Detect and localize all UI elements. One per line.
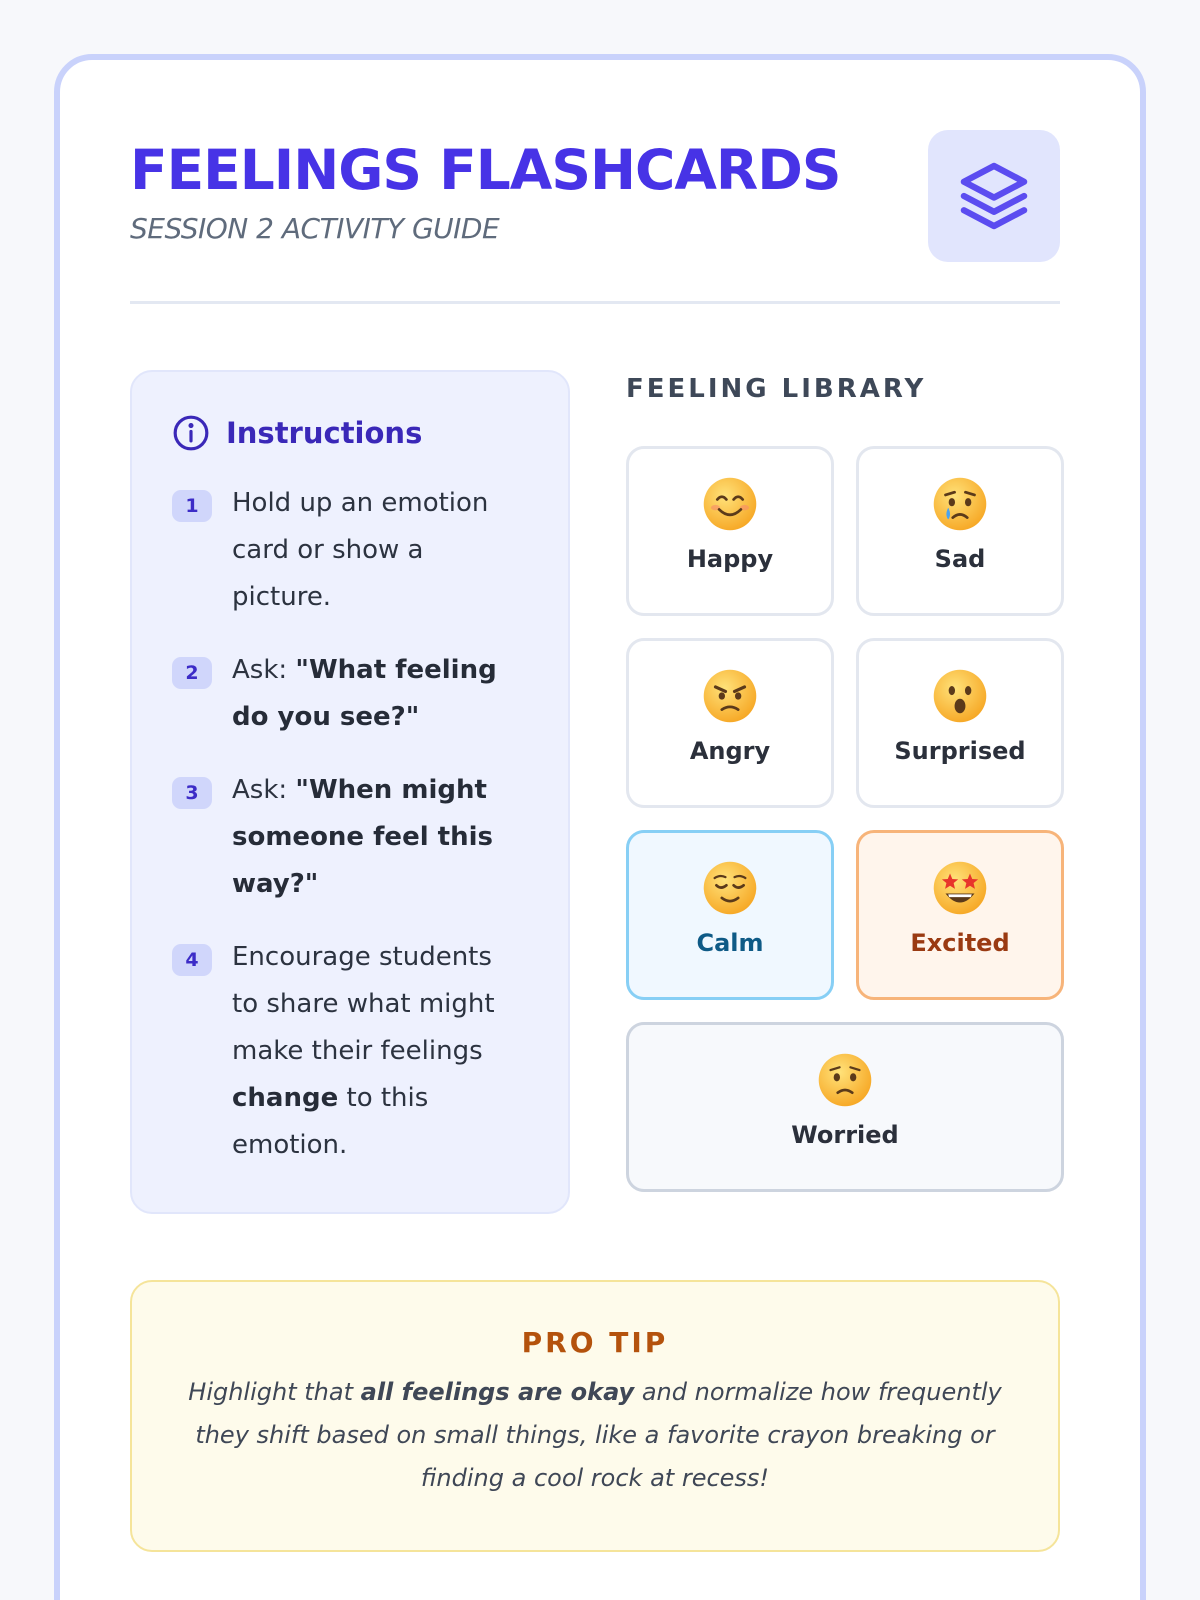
feeling-card-worried[interactable]	[626, 1022, 1064, 1192]
page-subtitle: SESSION 2 ACTIVITY GUIDE	[130, 212, 500, 245]
step-text	[232, 767, 507, 908]
step-text-question: "When might someone feel this way?"	[232, 775, 493, 899]
relieved-face-icon	[701, 859, 759, 917]
instruction-step-3	[172, 767, 507, 908]
feeling-card-sad[interactable]	[856, 446, 1064, 616]
pro-tip-heading: PRO TIP	[521, 1326, 669, 1359]
feeling-card-calm[interactable]	[626, 830, 834, 1000]
step-text	[232, 934, 507, 1169]
instructions-panel	[130, 370, 570, 1214]
step-text-emphasis: change	[232, 1083, 339, 1113]
feeling-label: Calm	[696, 929, 764, 957]
step-number: 1	[172, 490, 212, 522]
instruction-step-1	[172, 480, 507, 621]
step-number: 4	[172, 944, 212, 976]
step-text-pre: Encourage students to share what might make their feelings	[232, 942, 495, 1066]
feeling-card-excited[interactable]	[856, 830, 1064, 1000]
smiling-face-icon	[701, 475, 759, 533]
feeling-label: Angry	[689, 737, 771, 765]
pro-tip-post: and normalize how frequently they shift based on small things, like a favorite crayon breaking or finding a cool rock at recess!	[195, 1378, 1002, 1492]
feeling-card-angry[interactable]	[626, 638, 834, 808]
feeling-label: Excited	[910, 929, 1010, 957]
activity-card	[54, 54, 1146, 1600]
deck-badge	[928, 130, 1060, 262]
pro-tip-pre: Highlight that	[188, 1378, 361, 1406]
angry-face-icon	[701, 667, 759, 725]
step-number: 3	[172, 777, 212, 809]
crying-face-icon	[931, 475, 989, 533]
step-text-post: to this emotion.	[232, 1083, 429, 1160]
page-title: FEELINGS FLASHCARDS	[130, 138, 841, 202]
step-number: 2	[172, 657, 212, 689]
stack-layers-icon	[956, 158, 1032, 234]
header-divider	[130, 301, 1060, 304]
pro-tip-box	[130, 1280, 1060, 1552]
feeling-card-surprised[interactable]	[856, 638, 1064, 808]
feeling-label: Happy	[686, 545, 774, 573]
surprised-face-icon	[931, 667, 989, 725]
feeling-library-heading: FEELING LIBRARY	[626, 374, 927, 404]
instructions-title: Instructions	[226, 416, 423, 450]
feeling-label: Worried	[791, 1121, 899, 1149]
feeling-label: Surprised	[894, 737, 1026, 765]
step-text-lead: Ask:	[232, 775, 296, 805]
step-text-body: Hold up an emotion card or show a picture.	[232, 488, 489, 612]
star-struck-face-icon	[931, 859, 989, 917]
instructions-heading	[172, 414, 422, 452]
step-text	[232, 647, 507, 741]
step-text	[232, 480, 507, 621]
worried-face-icon	[816, 1051, 874, 1109]
instruction-step-4	[172, 934, 507, 1169]
step-text-question: "What feeling do you see?"	[232, 655, 497, 732]
pro-tip-emphasis: all feelings are okay	[360, 1378, 635, 1406]
feeling-label: Sad	[934, 545, 986, 573]
feeling-card-happy[interactable]	[626, 446, 834, 616]
info-icon	[172, 414, 210, 452]
pro-tip-text	[165, 1371, 1025, 1500]
instruction-step-2	[172, 647, 507, 741]
step-text-lead: Ask:	[232, 655, 296, 685]
